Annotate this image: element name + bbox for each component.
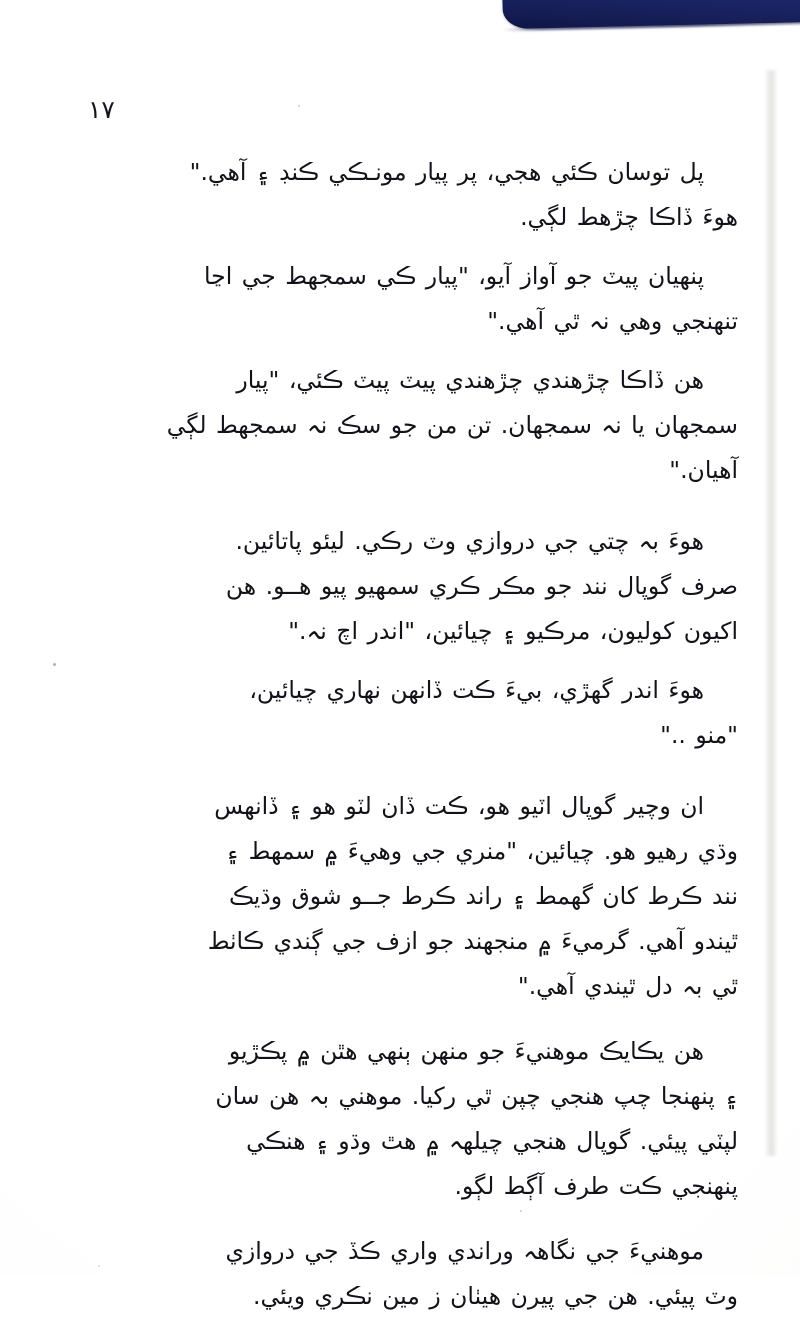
text-line: پنهيان پيٽ جو آواز آيو، "پيار ڪي سمجھط جي اڃا [204, 262, 704, 290]
text-line: ان وچير گوپال اٽيو هو، ڪت ڏان لٽو هو ۽ ڏانهس [214, 792, 704, 820]
text-line: لپٽي پيئي. گوپال هنجي چيلهہ ۾ هٿ وڌو ۽ هنڪي [246, 1127, 738, 1155]
text-line: وٽ پيئي. هن جي پيرن هيٺان ز مين نڪري ويئي. [253, 1282, 738, 1310]
text-line: موهنيءَ جي نگاهہ وراندي واري ڪڏ جي دروازي [225, 1237, 704, 1265]
text-line: پل توسان ڪئي هجي، پر پيار مونـڪي ڪنڊ ۽ آهي." [189, 158, 704, 186]
page-number: ١٧ [88, 95, 115, 124]
text-line: هوءَ ڏاڪا چڙهط لڳي. [520, 203, 738, 231]
text-line: آهيان." [669, 456, 738, 484]
text-line: تنهنجي وهي نہ ٿي آهي." [487, 307, 738, 335]
text-line: هن يڪايڪ موهنيءَ جو منهن ٻنهي هٿن ۾ پڪڙيو [228, 1037, 704, 1065]
paragraph [70, 150, 738, 240]
text-line: هوءَ بہ چتي جي دروازي وٽ رڪي. ليئو پاتائين. [235, 527, 704, 555]
text-line: ۽ پنهنجا چپ هنجي چپن ٿي رکيا. موهني بہ هن سان [215, 1082, 738, 1110]
text-line: هوءَ اندر گهڙي، بيءَ ڪت ڏانهن نهاري چيائين، [249, 676, 704, 704]
paragraph [70, 519, 738, 654]
text-line: هن ڏاڪا چڙهندي چڙهندي پيٽ پيٽ ڪئي، "پيار [236, 366, 704, 394]
book-cover-corner [502, 0, 800, 29]
text-column [70, 150, 738, 1333]
text-line: اکيون کوليون، مرڪيو ۽ چيائين، "اندر اچ نہ." [288, 617, 738, 645]
text-line: وڌي رهيو هو. چيائين، "منري جي وهيءَ ۾ سمهط ۽ [225, 837, 738, 865]
text-line: نند ڪرط کان گهمط ۽ راند ڪرط جــو شوق وڌيڪ [228, 882, 738, 910]
text-line: "منو .." [660, 721, 738, 749]
paragraph [70, 1029, 738, 1209]
paragraph [70, 358, 738, 493]
text-line: سمجھان يا نہ سمجھان. تن من جو سڪ نہ سمجھط لڳي [166, 411, 738, 439]
paragraph [70, 1229, 738, 1319]
text-line: پنهنجي ڪت طرف آڳط لڳو. [454, 1172, 738, 1200]
paragraph [70, 784, 738, 1009]
paragraph [70, 254, 738, 344]
text-line: صرف گوپال نند جو مڪر ڪري سمهيو پيو هــو. هن [225, 572, 738, 600]
paragraph [70, 668, 738, 758]
text-line: ٿي بہ دل ٿيندي آهي." [517, 972, 738, 1000]
text-line: ٿيندو آهي. گرميءَ ۾ منجھند جو ازف جي ڳندي ڪاٺط [207, 927, 738, 955]
